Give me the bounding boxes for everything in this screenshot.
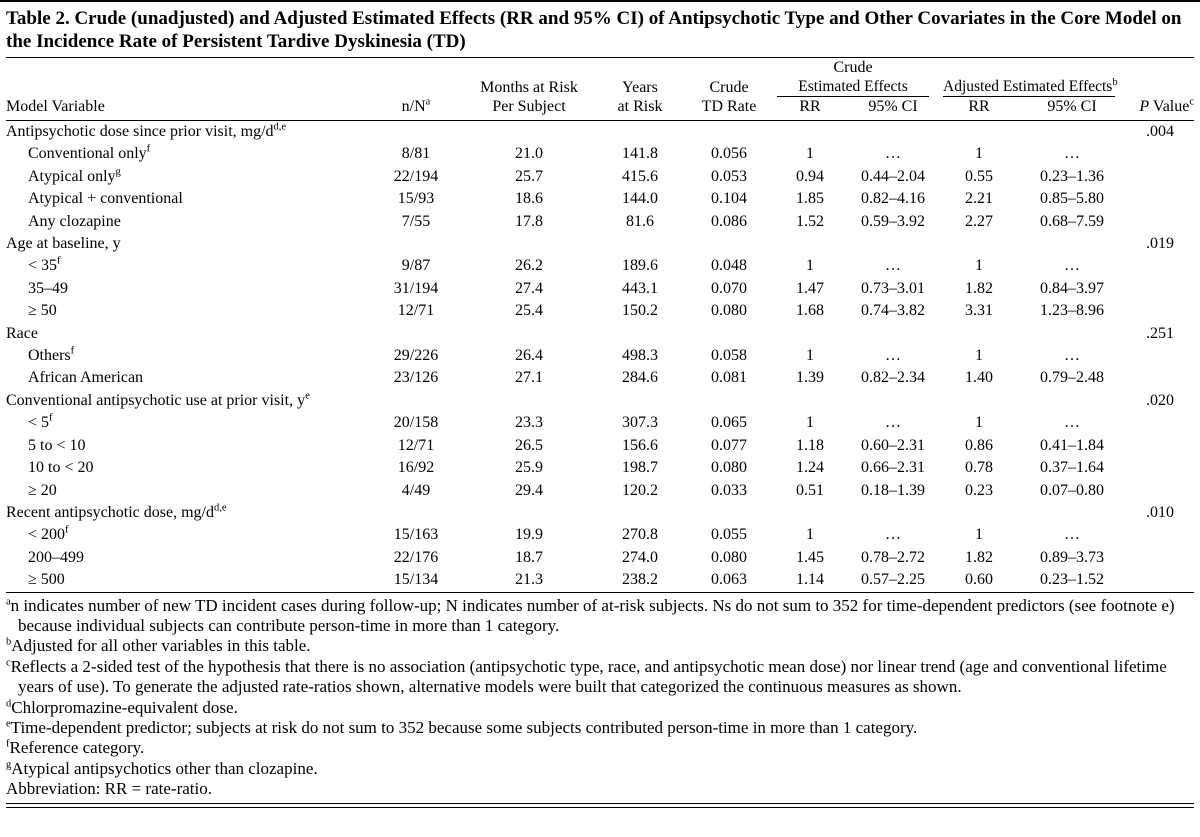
footnote: Abbreviation: RR = rate-ratio. bbox=[6, 779, 212, 799]
cell-crude-td-rate: 0.086 bbox=[711, 212, 747, 230]
footnote-marker: e bbox=[305, 390, 310, 402]
category-row bbox=[6, 345, 1194, 367]
cell-adjusted-rr: 0.86 bbox=[965, 436, 994, 454]
cell-years-at-risk bbox=[592, 502, 688, 524]
footnote-marker-b: b bbox=[1112, 76, 1118, 88]
cell-years-at-risk: 150.2 bbox=[622, 302, 658, 320]
row-label: Antipsychotic dose since prior visit, $mg/d^{d,e}$ bbox=[6, 121, 287, 140]
cell-years-at-risk: 307.3 bbox=[622, 414, 658, 432]
header-spacer bbox=[6, 58, 770, 77]
cell-crude-rr bbox=[770, 390, 850, 412]
footnote: $^e$Time-dependent predictor; subjects at risk do not sum to 352 because some subjects contributed person-time in more than 1 category. bbox=[6, 717, 918, 737]
table-body bbox=[6, 121, 1194, 592]
cell-months-at-risk: 18.7 bbox=[515, 548, 543, 566]
header-row-group-top bbox=[6, 58, 1194, 77]
cell-adjusted-rr: 0.55 bbox=[965, 167, 994, 185]
category-row bbox=[6, 412, 1194, 434]
cell-p-value bbox=[1122, 480, 1194, 502]
row-label: Any clozapine bbox=[28, 212, 121, 230]
cell-years-at-risk bbox=[592, 121, 688, 144]
cell-crude-td-rate: 0.081 bbox=[711, 369, 747, 387]
row-label: Atypical + conventional bbox=[28, 190, 183, 208]
cell-crude-td-rate bbox=[688, 502, 770, 524]
cell-years-at-risk bbox=[592, 233, 688, 255]
footnote-marker: f bbox=[146, 144, 151, 156]
crude-effects-group-label-top: Crude bbox=[833, 59, 873, 76]
years-at-risk-header-line2: at Risk bbox=[592, 97, 688, 121]
category-row bbox=[6, 480, 1194, 502]
row-label: African American bbox=[28, 369, 144, 387]
cell-crude-td-rate: 0.063 bbox=[711, 571, 747, 589]
footnote-marker-a: a bbox=[425, 96, 431, 108]
cell-adjusted-ci: … bbox=[1064, 414, 1081, 432]
p-value-header bbox=[1122, 97, 1194, 121]
cell-crude-td-rate: 0.077 bbox=[711, 436, 747, 454]
cell-adjusted-ci bbox=[1022, 390, 1122, 412]
cell-n-n: 16/92 bbox=[397, 459, 435, 477]
cell-crude-rr: 1.39 bbox=[796, 369, 824, 387]
cell-n-n bbox=[366, 121, 466, 144]
cell-months-at-risk: 26.5 bbox=[515, 436, 543, 454]
cell-crude-ci bbox=[850, 233, 936, 255]
footnote-marker: d bbox=[6, 697, 12, 709]
cell-p-value: .020 bbox=[1146, 391, 1175, 409]
cell-adjusted-rr bbox=[936, 323, 1022, 345]
row-label: Race bbox=[6, 324, 38, 342]
footnote-marker: a bbox=[6, 595, 11, 607]
cell-months-at-risk: 21.3 bbox=[515, 571, 543, 589]
cell-crude-td-rate: 0.080 bbox=[711, 302, 747, 320]
cell-n-n: 12/71 bbox=[397, 302, 435, 320]
row-label: 10 to < 20 bbox=[28, 459, 94, 477]
cell-crude-ci: … bbox=[885, 526, 901, 544]
cell-crude-rr: 1.85 bbox=[796, 190, 824, 208]
cell-crude-ci: … bbox=[885, 347, 901, 365]
category-row bbox=[6, 457, 1194, 479]
crude-effects-group-text: Estimated Effects bbox=[777, 77, 929, 97]
footnote-marker: e bbox=[6, 718, 11, 730]
cell-crude-td-rate bbox=[688, 390, 770, 412]
row-label: Recent antipsychotic dose, $mg/d^{d,e}$ bbox=[6, 502, 227, 521]
months-at-risk-header-line1: Months at Risk bbox=[480, 79, 578, 96]
cell-adjusted-rr: 1 bbox=[975, 414, 984, 432]
cell-p-value bbox=[1122, 367, 1194, 389]
cell-crude-td-rate bbox=[688, 323, 770, 345]
cell-adjusted-ci: 0.23–1.52 bbox=[1040, 571, 1105, 589]
adjusted-ci-header: 95% CI bbox=[1022, 97, 1122, 121]
cell-p-value bbox=[1122, 143, 1194, 165]
n-n-header bbox=[366, 97, 466, 121]
cell-adjusted-rr: 1 bbox=[975, 347, 984, 365]
row-label: Atypical only$^g$ bbox=[28, 166, 121, 185]
cell-crude-td-rate: 0.053 bbox=[711, 167, 747, 185]
cell-months-at-risk: 26.2 bbox=[515, 257, 543, 275]
row-label: ≥ 50 bbox=[28, 302, 57, 320]
cell-n-n: 7/55 bbox=[401, 212, 431, 230]
cell-months-at-risk bbox=[466, 233, 592, 255]
cell-crude-rr: 0.94 bbox=[796, 167, 824, 185]
footnote-marker: f bbox=[70, 345, 75, 357]
cell-adjusted-ci bbox=[1022, 323, 1122, 345]
cell-p-value bbox=[1122, 278, 1194, 300]
cell-crude-td-rate: 0.056 bbox=[711, 145, 747, 163]
cell-crude-td-rate: 0.055 bbox=[711, 526, 747, 544]
cell-crude-rr: 1 bbox=[806, 414, 814, 432]
cell-n-n bbox=[366, 390, 466, 412]
cell-adjusted-rr: 0.23 bbox=[965, 481, 994, 499]
cell-crude-rr: 1.14 bbox=[796, 571, 824, 589]
cell-adjusted-rr: 1.82 bbox=[965, 279, 994, 297]
cell-months-at-risk: 21.0 bbox=[515, 145, 543, 163]
category-row bbox=[6, 524, 1194, 546]
cell-crude-td-rate: 0.070 bbox=[711, 279, 747, 297]
variable-group-row bbox=[6, 502, 1194, 524]
header-row-columns bbox=[6, 97, 1194, 121]
footnote: $^a$n indicates number of new TD incident cases during follow-up; N indicates number of at-risk subjects. Ns do not sum to 352 for time-dependent predictors (see footnote e) because individual subjects can contribute person-time in more than 1 category. bbox=[6, 595, 1175, 635]
cell-months-at-risk: 27.4 bbox=[515, 279, 543, 297]
months-at-risk-header-line2: Per Subject bbox=[466, 97, 592, 121]
cell-months-at-risk bbox=[466, 323, 592, 345]
cell-n-n: 15/134 bbox=[393, 571, 439, 589]
row-label: 5 to < 10 bbox=[28, 436, 86, 454]
cell-crude-rr bbox=[770, 233, 850, 255]
crude-ci-header: 95% CI bbox=[850, 97, 936, 121]
cell-crude-ci: 0.78–2.72 bbox=[861, 548, 925, 566]
category-row bbox=[6, 211, 1194, 233]
cell-adjusted-rr: 2.27 bbox=[965, 212, 994, 230]
footnote-marker-c: c bbox=[1189, 96, 1195, 108]
cell-p-value bbox=[1122, 547, 1194, 569]
footnote: $^b$Adjusted for all other variables in this table. bbox=[6, 636, 311, 656]
cell-adjusted-ci: … bbox=[1064, 145, 1081, 163]
adjusted-effects-group-label bbox=[936, 77, 1122, 97]
cell-crude-rr bbox=[770, 121, 850, 144]
row-label: 35–49 bbox=[28, 279, 68, 297]
cell-adjusted-ci: 0.07–0.80 bbox=[1040, 481, 1105, 499]
cell-months-at-risk: 19.9 bbox=[515, 526, 543, 544]
cell-n-n bbox=[366, 323, 466, 345]
cell-adjusted-ci: 0.23–1.36 bbox=[1040, 167, 1105, 185]
cell-crude-rr: 1.52 bbox=[796, 212, 824, 230]
cell-years-at-risk: 270.8 bbox=[622, 526, 658, 544]
footnote-marker: g bbox=[6, 759, 12, 771]
cell-p-value bbox=[1122, 300, 1194, 322]
cell-months-at-risk: 18.6 bbox=[515, 190, 543, 208]
cell-crude-ci: … bbox=[885, 257, 901, 275]
cell-crude-rr: 1 bbox=[806, 526, 814, 544]
cell-p-value bbox=[1122, 457, 1194, 479]
footnote-marker: b bbox=[6, 636, 12, 648]
cell-p-value: .004 bbox=[1146, 123, 1175, 140]
cell-adjusted-ci: 0.37–1.64 bbox=[1040, 459, 1105, 477]
cell-adjusted-ci: … bbox=[1064, 347, 1081, 365]
category-row bbox=[6, 166, 1194, 188]
cell-crude-rr: 1.24 bbox=[796, 459, 824, 477]
cell-adjusted-rr: 1 bbox=[975, 257, 984, 275]
cell-crude-td-rate: 0.065 bbox=[711, 414, 747, 432]
cell-crude-rr: 1.47 bbox=[796, 279, 824, 297]
cell-months-at-risk: 25.4 bbox=[515, 302, 543, 320]
crude-td-rate-header-line2: TD Rate bbox=[688, 97, 770, 121]
cell-crude-ci: … bbox=[885, 414, 901, 432]
cell-years-at-risk: 144.0 bbox=[622, 190, 658, 208]
header-row-group bbox=[6, 77, 1194, 97]
cell-p-value bbox=[1122, 188, 1194, 210]
cell-n-n bbox=[366, 502, 466, 524]
cell-adjusted-ci: 0.85–5.80 bbox=[1040, 190, 1105, 208]
cell-n-n: 4/49 bbox=[401, 481, 431, 499]
row-label: Others$^f$ bbox=[28, 345, 75, 365]
cell-months-at-risk: 17.8 bbox=[515, 212, 543, 230]
variable-group-row bbox=[6, 390, 1194, 412]
category-row bbox=[6, 300, 1194, 322]
crude-effects-group-label bbox=[770, 77, 936, 97]
cell-adjusted-rr bbox=[936, 121, 1022, 144]
cell-n-n: 15/93 bbox=[397, 190, 435, 208]
cell-crude-ci: 0.82–2.34 bbox=[861, 369, 925, 387]
cell-adjusted-ci bbox=[1022, 502, 1122, 524]
cell-p-value: .019 bbox=[1146, 235, 1175, 253]
category-row bbox=[6, 255, 1194, 277]
category-row bbox=[6, 278, 1194, 300]
cell-adjusted-ci bbox=[1022, 233, 1122, 255]
cell-crude-ci: 0.57–2.25 bbox=[861, 571, 925, 589]
cell-crude-td-rate: 0.058 bbox=[711, 347, 747, 365]
cell-crude-ci bbox=[850, 121, 936, 144]
cell-p-value bbox=[1122, 435, 1194, 457]
cell-months-at-risk: 26.4 bbox=[515, 347, 543, 365]
cell-p-value: .251 bbox=[1146, 324, 1175, 342]
cell-crude-ci: 0.18–1.39 bbox=[861, 481, 925, 499]
cell-adjusted-ci: 1.23–8.96 bbox=[1040, 302, 1105, 320]
cell-crude-td-rate: 0.033 bbox=[711, 481, 747, 499]
table-title: Table 2. Crude (unadjusted) and Adjusted Estimated Effects (RR and 95% CI) of Antipsychotic Type and Other Covariates in the Core Model on the Incidence Rate of Persistent Tardive Dyskinesia (TD) bbox=[6, 2, 1194, 58]
table-header bbox=[6, 58, 1194, 121]
category-row bbox=[6, 435, 1194, 457]
cell-adjusted-rr: 0.60 bbox=[965, 571, 994, 589]
cell-p-value bbox=[1122, 524, 1194, 546]
row-label: < $5^f$ bbox=[28, 412, 53, 432]
cell-n-n: 15/163 bbox=[393, 526, 439, 544]
row-label: Conventional only$^f$ bbox=[28, 144, 151, 163]
cell-adjusted-rr: 3.31 bbox=[965, 302, 994, 320]
cell-crude-td-rate bbox=[688, 233, 770, 255]
cell-n-n: 20/158 bbox=[393, 414, 439, 432]
cell-p-value bbox=[1122, 255, 1194, 277]
footnote: $^f$Reference category. bbox=[6, 738, 145, 758]
cell-adjusted-ci: … bbox=[1064, 526, 1081, 544]
cell-n-n: 22/176 bbox=[393, 548, 439, 566]
footnote-marker: f bbox=[65, 524, 69, 536]
footnote-marker: c bbox=[6, 657, 11, 669]
footnote-marker: f bbox=[57, 256, 61, 268]
cell-adjusted-ci: 0.89–3.73 bbox=[1040, 548, 1105, 566]
cell-n-n bbox=[366, 233, 466, 255]
footnote-marker: g bbox=[115, 166, 121, 178]
cell-p-value bbox=[1122, 166, 1194, 188]
cell-p-value bbox=[1122, 211, 1194, 233]
cell-years-at-risk: 415.6 bbox=[622, 167, 658, 185]
cell-crude-td-rate bbox=[688, 121, 770, 144]
cell-crude-rr: 1 bbox=[806, 347, 814, 365]
cell-months-at-risk: 29.4 bbox=[515, 481, 543, 499]
cell-crude-td-rate: 0.080 bbox=[711, 459, 747, 477]
cell-months-at-risk: 27.1 bbox=[515, 369, 543, 387]
cell-years-at-risk: 120.2 bbox=[622, 481, 658, 499]
cell-adjusted-rr: 1 bbox=[975, 526, 984, 544]
cell-crude-ci: 0.73–3.01 bbox=[861, 279, 925, 297]
category-row bbox=[6, 569, 1194, 591]
cell-months-at-risk: 25.7 bbox=[515, 167, 543, 185]
cell-adjusted-ci: 0.41–1.84 bbox=[1040, 436, 1105, 454]
years-at-risk-header-line1: Years bbox=[622, 79, 658, 96]
cell-crude-rr: 1 bbox=[806, 145, 814, 163]
cell-crude-rr: 0.51 bbox=[796, 481, 824, 499]
footnote-marker: f bbox=[6, 738, 10, 750]
cell-adjusted-ci: … bbox=[1064, 257, 1081, 275]
cell-adjusted-ci: 0.68–7.59 bbox=[1040, 212, 1105, 230]
variable-group-row bbox=[6, 121, 1194, 144]
cell-n-n: 31/194 bbox=[393, 279, 439, 297]
cell-crude-ci: 0.66–2.31 bbox=[861, 459, 925, 477]
cell-crude-ci: 0.59–3.92 bbox=[861, 212, 925, 230]
cell-crude-ci: 0.74–3.82 bbox=[861, 302, 925, 320]
cell-adjusted-rr: 1 bbox=[975, 145, 984, 163]
cell-crude-rr: 1.18 bbox=[796, 436, 824, 454]
cell-adjusted-rr bbox=[936, 390, 1022, 412]
cell-years-at-risk: 443.1 bbox=[622, 279, 658, 297]
cell-adjusted-ci: 0.79–2.48 bbox=[1040, 369, 1105, 387]
cell-years-at-risk bbox=[592, 390, 688, 412]
row-label: Conventional antipsychotic use at prior visit, $y^e$ bbox=[6, 390, 310, 409]
cell-n-n: 22/194 bbox=[393, 167, 439, 185]
cell-crude-ci: 0.44–2.04 bbox=[861, 167, 925, 185]
adjusted-effects-group-text bbox=[943, 76, 1118, 97]
category-row bbox=[6, 188, 1194, 210]
header-spacer bbox=[1122, 58, 1194, 77]
row-label: 200–499 bbox=[28, 548, 84, 566]
p-value-header-p: P bbox=[1139, 98, 1150, 115]
category-row bbox=[6, 367, 1194, 389]
category-row bbox=[6, 547, 1194, 569]
cell-n-n: 9/87 bbox=[401, 257, 431, 275]
cell-years-at-risk: 141.8 bbox=[622, 145, 658, 163]
cell-adjusted-rr: 1.82 bbox=[965, 548, 994, 566]
adjusted-effects-label-text: Adjusted Estimated Effects bbox=[943, 78, 1113, 95]
header-spacer bbox=[936, 58, 1122, 77]
variable-group-row bbox=[6, 233, 1194, 255]
footnote: $^g$Atypical antipsychotics other than clozapine. bbox=[6, 758, 318, 778]
cell-years-at-risk: 274.0 bbox=[622, 548, 658, 566]
crude-td-rate-header-line1: Crude bbox=[709, 79, 749, 96]
cell-adjusted-rr bbox=[936, 502, 1022, 524]
cell-n-n: 23/126 bbox=[393, 369, 439, 387]
footnote: $^d$Chlorpromazine-equivalent dose. bbox=[6, 697, 238, 717]
row-label: ≥ 500 bbox=[28, 571, 65, 589]
footnotes bbox=[6, 592, 1194, 803]
cell-crude-ci bbox=[850, 502, 936, 524]
cell-crude-ci: 0.60–2.31 bbox=[861, 436, 925, 454]
p-value-header-rest: Value bbox=[1149, 98, 1190, 115]
cell-n-n: 12/71 bbox=[397, 436, 435, 454]
cell-crude-td-rate: 0.048 bbox=[711, 257, 747, 275]
cell-crude-rr bbox=[770, 502, 850, 524]
cell-months-at-risk: 25.9 bbox=[515, 459, 543, 477]
row-label: < $35^f$ bbox=[28, 256, 61, 275]
table-2 bbox=[6, 58, 1194, 592]
footnote-marker: d,e bbox=[213, 502, 227, 514]
cell-crude-td-rate: 0.104 bbox=[711, 190, 747, 208]
model-variable-header: Model Variable bbox=[6, 97, 366, 121]
cell-years-at-risk: 284.6 bbox=[622, 369, 658, 387]
cell-years-at-risk: 498.3 bbox=[622, 347, 658, 365]
cell-p-value bbox=[1122, 412, 1194, 434]
n-n-header-text: n/N bbox=[401, 98, 426, 115]
cell-months-at-risk bbox=[466, 502, 592, 524]
cell-crude-td-rate: 0.080 bbox=[711, 548, 747, 566]
row-label: < $200^f$ bbox=[28, 524, 69, 544]
cell-crude-ci: 0.82–4.16 bbox=[861, 190, 925, 208]
footnote: $^c$Reflects a 2-sided test of the hypothesis that there is no association (antipsychotic type, race, and antipsychotic mean dose) nor linear trend (age and conventional lifetime years of use). To generate the adjusted rate-ratios shown, alternative models were built that categorized the continuous measures as shown. bbox=[6, 656, 1167, 697]
cell-n-n: 29/226 bbox=[393, 347, 439, 365]
footnote-marker: f bbox=[49, 412, 53, 424]
variable-group-row bbox=[6, 323, 1194, 345]
cell-years-at-risk: 198.7 bbox=[622, 459, 658, 477]
cell-adjusted-ci: 0.84–3.97 bbox=[1040, 279, 1105, 297]
cell-years-at-risk bbox=[592, 323, 688, 345]
cell-years-at-risk: 81.6 bbox=[626, 212, 654, 230]
header-spacer bbox=[6, 77, 366, 97]
row-label: Age at baseline, y bbox=[6, 235, 121, 253]
category-row bbox=[6, 143, 1194, 165]
cell-p-value bbox=[1122, 345, 1194, 367]
adjusted-rr-header: RR bbox=[936, 97, 1022, 121]
header-spacer bbox=[366, 77, 466, 97]
cell-adjusted-ci bbox=[1022, 121, 1122, 144]
footnote-marker: d,e bbox=[273, 121, 287, 133]
cell-adjusted-rr: 1.40 bbox=[965, 369, 994, 387]
cell-crude-ci: … bbox=[885, 145, 901, 163]
cell-crude-rr bbox=[770, 323, 850, 345]
cell-crude-rr: 1.45 bbox=[796, 548, 824, 566]
cell-adjusted-rr: 2.21 bbox=[965, 190, 994, 208]
cell-crude-rr: 1.68 bbox=[796, 302, 824, 320]
cell-months-at-risk: 23.3 bbox=[515, 414, 543, 432]
cell-adjusted-rr: 0.78 bbox=[965, 459, 994, 477]
cell-months-at-risk bbox=[466, 121, 592, 144]
cell-years-at-risk: 238.2 bbox=[622, 571, 658, 589]
cell-crude-ci bbox=[850, 323, 936, 345]
cell-years-at-risk: 156.6 bbox=[622, 436, 658, 454]
cell-adjusted-rr bbox=[936, 233, 1022, 255]
bottom-rule bbox=[6, 803, 1194, 808]
cell-crude-rr: 1 bbox=[806, 257, 814, 275]
crude-rr-header: RR bbox=[770, 97, 850, 121]
cell-years-at-risk: 189.6 bbox=[622, 257, 658, 275]
cell-n-n: 8/81 bbox=[401, 145, 431, 163]
cell-months-at-risk bbox=[466, 390, 592, 412]
row-label: ≥ 20 bbox=[28, 481, 57, 499]
cell-p-value bbox=[1122, 569, 1194, 591]
header-spacer bbox=[1122, 77, 1194, 97]
cell-crude-ci bbox=[850, 390, 936, 412]
cell-p-value: .010 bbox=[1146, 503, 1175, 521]
